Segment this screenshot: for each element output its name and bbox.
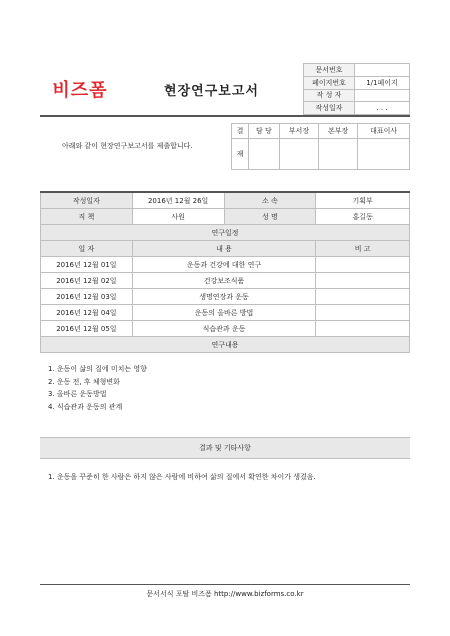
list-item: 2. 운동 전, 후 체형변화: [48, 377, 120, 386]
position-value: 사원: [132, 209, 224, 225]
footer-text: 문서서식 포탈 비즈폼 http://www.bizforms.co.kr: [146, 590, 304, 598]
meta-label-doc-no: 문서번호: [304, 64, 355, 77]
schedule-note: [316, 305, 410, 321]
approval-side-bottom: 재: [232, 139, 249, 170]
date-value: 2016년 12월 26일: [132, 192, 224, 209]
schedule-content: 식습관과 운동: [132, 321, 315, 337]
table-row: [41, 273, 410, 289]
approval-col-division-head: 본부장: [319, 124, 358, 139]
approval-sign-cell[interactable]: [319, 139, 358, 170]
document-header: [40, 63, 410, 115]
schedule-note: [316, 257, 410, 273]
schedule-content: 건강보조식품: [132, 273, 315, 289]
position-label: 직 책: [41, 209, 133, 225]
approval-side-top: 결: [232, 124, 249, 139]
schedule-date: 2016년 12월 01일: [41, 257, 133, 273]
dept-label: 소 속: [224, 192, 316, 209]
intro-text: 아래와 같이 현장연구보고서를 제출합니다.: [62, 142, 193, 150]
schedule-header-date: 일 자: [41, 241, 133, 257]
schedule-note: [316, 273, 410, 289]
schedule-content: 운동과 건강에 대한 연구: [132, 257, 315, 273]
meta-value-doc-no: [355, 64, 410, 77]
meta-value-page: 1/1페이지: [355, 76, 410, 89]
schedule-date: 2016년 12월 03일: [41, 289, 133, 305]
meta-label-page: 페이지번호: [304, 76, 355, 89]
approval-sign-cell[interactable]: [358, 139, 410, 170]
meta-label-author: 작 성 자: [304, 89, 355, 102]
schedule-note: [316, 321, 410, 337]
table-row: [41, 257, 410, 273]
footer-divider: [40, 584, 410, 585]
header-divider: [40, 115, 410, 117]
schedule-date: 2016년 12월 05일: [41, 321, 133, 337]
schedule-note: [316, 289, 410, 305]
approval-col-ceo: 대표이사: [358, 124, 410, 139]
name-label: 성 명: [224, 209, 316, 225]
name-value: 홍길동: [316, 209, 410, 225]
schedule-content: 생명연장과 운동: [132, 289, 315, 305]
schedule-header-content: 내 용: [132, 241, 315, 257]
results-text: 1. 운동을 꾸준히 한 사람은 하지 않은 사람에 비하여 삶의 질에서 확연한 차이가 생겼음.: [48, 473, 316, 481]
brand-logo: 비즈폼: [52, 80, 108, 101]
schedule-date: 2016년 12월 04일: [41, 305, 133, 321]
research-content: [48, 363, 147, 413]
research-title: 연구내용: [41, 337, 410, 353]
approval-sign-cell[interactable]: [249, 139, 280, 170]
approval-box: [231, 123, 410, 170]
date-label: 작성일자: [41, 192, 133, 209]
approval-col-manager: 담 당: [249, 124, 280, 139]
approval-col-dept-head: 부서장: [279, 124, 318, 139]
list-item: 4. 식습관과 운동의 관계: [48, 402, 123, 411]
schedule-header-note: 비 고: [316, 241, 410, 257]
schedule-date: 2016년 12월 02일: [41, 273, 133, 289]
table-row: [41, 321, 410, 337]
list-item: 3. 올바른 운동방법: [48, 390, 107, 398]
table-row: [41, 289, 410, 305]
table-row: [41, 305, 410, 321]
schedule-title: 연구일정: [41, 225, 410, 241]
meta-value-date: . . .: [355, 102, 410, 115]
approval-sign-cell[interactable]: [279, 139, 318, 170]
meta-label-date: 작성일자: [304, 102, 355, 115]
info-table: [40, 191, 410, 353]
document-title: 현장연구보고서: [164, 83, 259, 99]
dept-value: 기획부: [316, 192, 410, 209]
schedule-content: 운동의 올바른 방법: [132, 305, 315, 321]
list-item: 1. 운동이 삶의 질에 미치는 영향: [48, 365, 147, 373]
results-title: 결과 및 기타사항: [40, 437, 410, 459]
meta-value-author: [355, 89, 410, 102]
